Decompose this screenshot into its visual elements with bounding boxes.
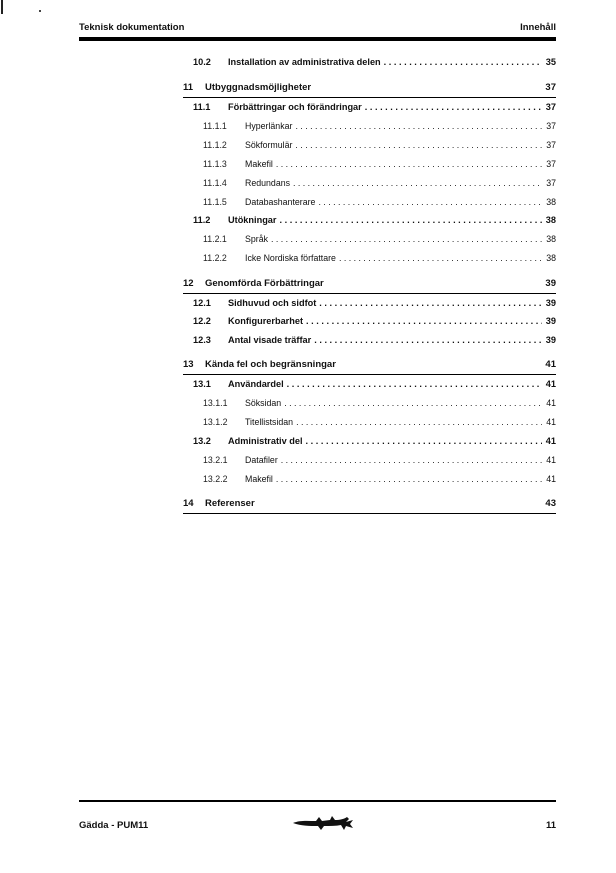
toc-entry-page: 41 xyxy=(546,473,556,484)
toc-entry-number: 13 xyxy=(183,359,194,370)
toc-subsection-row xyxy=(183,394,556,413)
toc-dot-leader xyxy=(284,398,542,408)
toc-dot-leader xyxy=(314,335,542,345)
toc-entry-title: Icke Nordiska författare xyxy=(245,253,336,263)
toc-entry-title: Kända fel och begränsningar xyxy=(205,359,336,370)
toc-entry-page: 41 xyxy=(545,379,556,390)
toc-entry-title: Redundans xyxy=(245,177,290,188)
toc-entry-page: 37 xyxy=(546,177,556,188)
toc-entry-page: 39 xyxy=(545,334,556,345)
toc-entry-number: 10.2 xyxy=(193,57,211,68)
toc-entry-page: 41 xyxy=(545,435,556,446)
toc-entry-title: Installation av administrativa delen xyxy=(228,57,381,68)
toc-entry-page: 43 xyxy=(545,498,556,509)
toc-section-row xyxy=(183,432,556,451)
toc-entry-number: 12.1 xyxy=(193,297,211,308)
toc-entry-number: 13.2.1 xyxy=(203,454,228,465)
toc-subsection-row xyxy=(183,230,556,249)
toc-entry-number: 11.1.3 xyxy=(203,158,227,169)
toc-entry-page: 35 xyxy=(545,57,556,68)
toc-entry-number: 12.3 xyxy=(193,334,211,345)
toc-entry-title: Utökningar xyxy=(228,215,277,226)
pike-fish-logo-icon xyxy=(292,814,354,832)
toc-section-row xyxy=(183,375,556,394)
toc-entry-title: Referenser xyxy=(205,498,255,509)
toc-entry-title: Förbättringar och förändringar xyxy=(228,101,362,112)
toc-entry-number: 11 xyxy=(183,81,194,93)
toc-entry-number: 13.1.2 xyxy=(203,417,228,427)
toc-entry-title: Söksidan xyxy=(245,398,282,408)
toc-dot-leader xyxy=(365,102,542,112)
toc-section-row xyxy=(183,53,556,72)
page-footer xyxy=(79,820,556,834)
toc-subsection-row xyxy=(183,450,556,469)
toc-entry-title: Antal visade träffar xyxy=(228,334,312,345)
footer-project-name: Gädda - PUM11 xyxy=(79,820,149,831)
toc-entry-number: 11.1.1 xyxy=(203,120,227,131)
toc-dot-leader xyxy=(318,197,542,207)
toc-dot-leader xyxy=(287,379,542,389)
footer-rule xyxy=(79,800,556,802)
header-section-name: Innehåll xyxy=(520,22,556,33)
toc-dot-leader xyxy=(339,253,542,263)
toc-entry-title: Sidhuvud och sidfot xyxy=(228,297,317,308)
toc-entry-number: 13.1.1 xyxy=(203,398,228,408)
toc-section-row xyxy=(183,331,556,350)
header-rule xyxy=(79,37,556,41)
toc-chapter-row xyxy=(183,274,556,294)
toc-entry-page: 41 xyxy=(545,359,556,370)
toc-subsection-row xyxy=(183,116,556,135)
toc-subsection-row xyxy=(183,192,556,211)
toc-entry-title: Konfigurerbarhet xyxy=(228,316,304,327)
toc-entry-title: Språk xyxy=(245,234,268,244)
toc-dot-leader xyxy=(319,298,541,308)
toc-entry-title: Databashanterare xyxy=(245,196,316,207)
toc-subsection-row xyxy=(183,469,556,488)
toc-dot-leader xyxy=(384,57,542,67)
toc-entry-title: Användardel xyxy=(228,379,284,390)
toc-entry-page: 41 xyxy=(546,417,556,427)
toc-subsection-row xyxy=(183,135,556,154)
header-document-title: Teknisk dokumentation xyxy=(79,22,185,33)
toc-chapter-row xyxy=(183,355,556,375)
toc-chapter-row xyxy=(183,494,556,514)
toc-entry-page: 37 xyxy=(545,101,556,112)
toc-dot-leader xyxy=(295,121,542,131)
toc-entry-page: 38 xyxy=(546,253,556,263)
toc-entry-title: Makefil xyxy=(245,158,273,169)
toc-entry-number: 13.2 xyxy=(193,435,211,446)
footer-page-number: 11 xyxy=(545,820,556,831)
toc-section-row xyxy=(183,98,556,117)
toc-section-row xyxy=(183,211,556,230)
toc-entry-title: Hyperlänkar xyxy=(245,120,293,131)
toc-subsection-row xyxy=(183,413,556,432)
toc-entry-title: Sökformulär xyxy=(245,139,293,150)
toc-dot-leader xyxy=(276,159,542,169)
toc-entry-page: 37 xyxy=(546,158,556,169)
toc-section-row xyxy=(183,294,556,313)
toc-dot-leader xyxy=(280,215,542,225)
toc-dot-leader xyxy=(296,417,542,427)
toc-entry-title: Titellistsidan xyxy=(245,417,294,427)
toc-entry-page: 39 xyxy=(545,297,556,308)
toc-entry-number: 11.1.2 xyxy=(203,139,227,150)
toc-entry-number: 11.2 xyxy=(193,215,211,226)
toc-entry-number: 13.1 xyxy=(193,379,211,390)
toc-dot-leader xyxy=(276,474,542,484)
toc-subsection-row xyxy=(183,249,556,268)
table-of-contents xyxy=(183,53,556,514)
toc-entry-number: 13.2.2 xyxy=(203,473,228,484)
toc-entry-page: 38 xyxy=(545,215,556,226)
toc-dot-leader xyxy=(295,140,542,150)
toc-entry-page: 38 xyxy=(546,234,556,244)
toc-entry-title: Datafiler xyxy=(245,454,278,465)
toc-dot-leader xyxy=(306,316,542,326)
toc-entry-title: Utbyggnadsmöjligheter xyxy=(205,81,312,93)
toc-dot-leader xyxy=(293,178,542,188)
toc-entry-number: 14 xyxy=(183,498,194,509)
scan-artifact-dot xyxy=(39,10,41,12)
toc-entry-page: 41 xyxy=(546,454,556,465)
toc-entry-number: 12 xyxy=(183,277,194,289)
toc-entry-number: 11.2.2 xyxy=(203,253,227,263)
toc-entry-title: Administrativ del xyxy=(228,435,303,446)
toc-entry-page: 39 xyxy=(545,316,556,327)
toc-entry-page: 39 xyxy=(545,277,556,289)
toc-chapter-row xyxy=(183,78,556,98)
toc-entry-number: 11.1.4 xyxy=(203,177,227,188)
toc-entry-page: 37 xyxy=(546,139,556,150)
toc-entry-number: 11.1 xyxy=(193,101,211,112)
toc-entry-page: 37 xyxy=(546,120,556,131)
toc-dot-leader xyxy=(271,234,542,244)
page-header xyxy=(79,22,556,34)
toc-dot-leader xyxy=(281,455,542,465)
toc-subsection-row xyxy=(183,154,556,173)
toc-entry-number: 12.2 xyxy=(193,316,211,327)
toc-entry-page: 41 xyxy=(546,398,556,408)
toc-subsection-row xyxy=(183,173,556,192)
toc-entry-number: 11.1.5 xyxy=(203,196,227,207)
toc-entry-number: 11.2.1 xyxy=(203,234,227,244)
toc-entry-title: Makefil xyxy=(245,473,273,484)
toc-entry-page: 38 xyxy=(546,196,556,207)
toc-section-row xyxy=(183,312,556,331)
scan-artifact-line xyxy=(1,0,3,14)
toc-entry-title: Genomförda Förbättringar xyxy=(205,277,324,289)
toc-dot-leader xyxy=(306,436,542,446)
toc-entry-page: 37 xyxy=(545,81,556,93)
